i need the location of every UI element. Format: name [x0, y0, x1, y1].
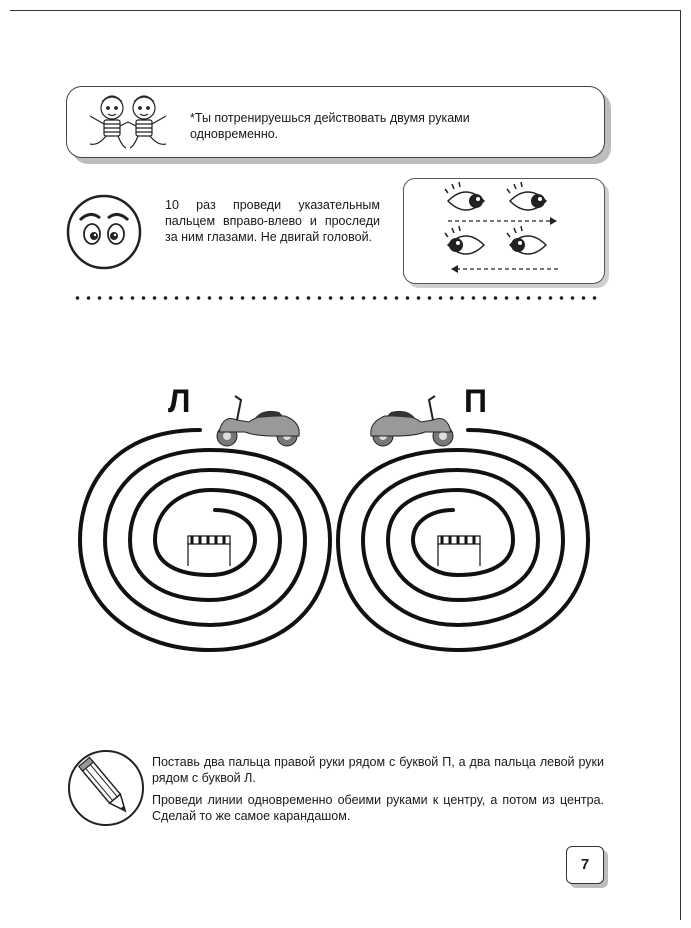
eye-exercise-text: 10 раз проведи указательным пальцем вправо-влево и проследи за ним глазами. Не двигай головой.: [165, 198, 380, 244]
page-number: 7: [566, 846, 604, 884]
left-scooter-icon: [217, 396, 299, 446]
right-scooter-icon: [371, 396, 453, 446]
instructions-block: [152, 754, 604, 830]
pencil-icon: [66, 748, 146, 828]
tip-text: *Ты потренируешься действовать двумя руками одновременно.: [190, 111, 470, 141]
left-letter: Л: [168, 383, 191, 419]
twins-illustration: [74, 86, 184, 158]
right-letter: П: [464, 383, 487, 419]
eyes-diagram: [403, 178, 605, 284]
dotted-divider: [72, 295, 602, 301]
left-finish-flag: [188, 536, 230, 566]
smiley-face-icon: [64, 192, 144, 272]
instruction-line-1: Поставь два пальца правой руки рядом с буквой П, а два пальца левой руки рядом с буквой Л.: [152, 755, 604, 785]
right-finish-flag: [438, 536, 480, 566]
spiral-mazes: [0, 370, 691, 680]
instruction-line-2: Проведи линии одновременно обеими руками к центру, а потом из центра. Сделай то же самое карандашом.: [152, 793, 604, 823]
